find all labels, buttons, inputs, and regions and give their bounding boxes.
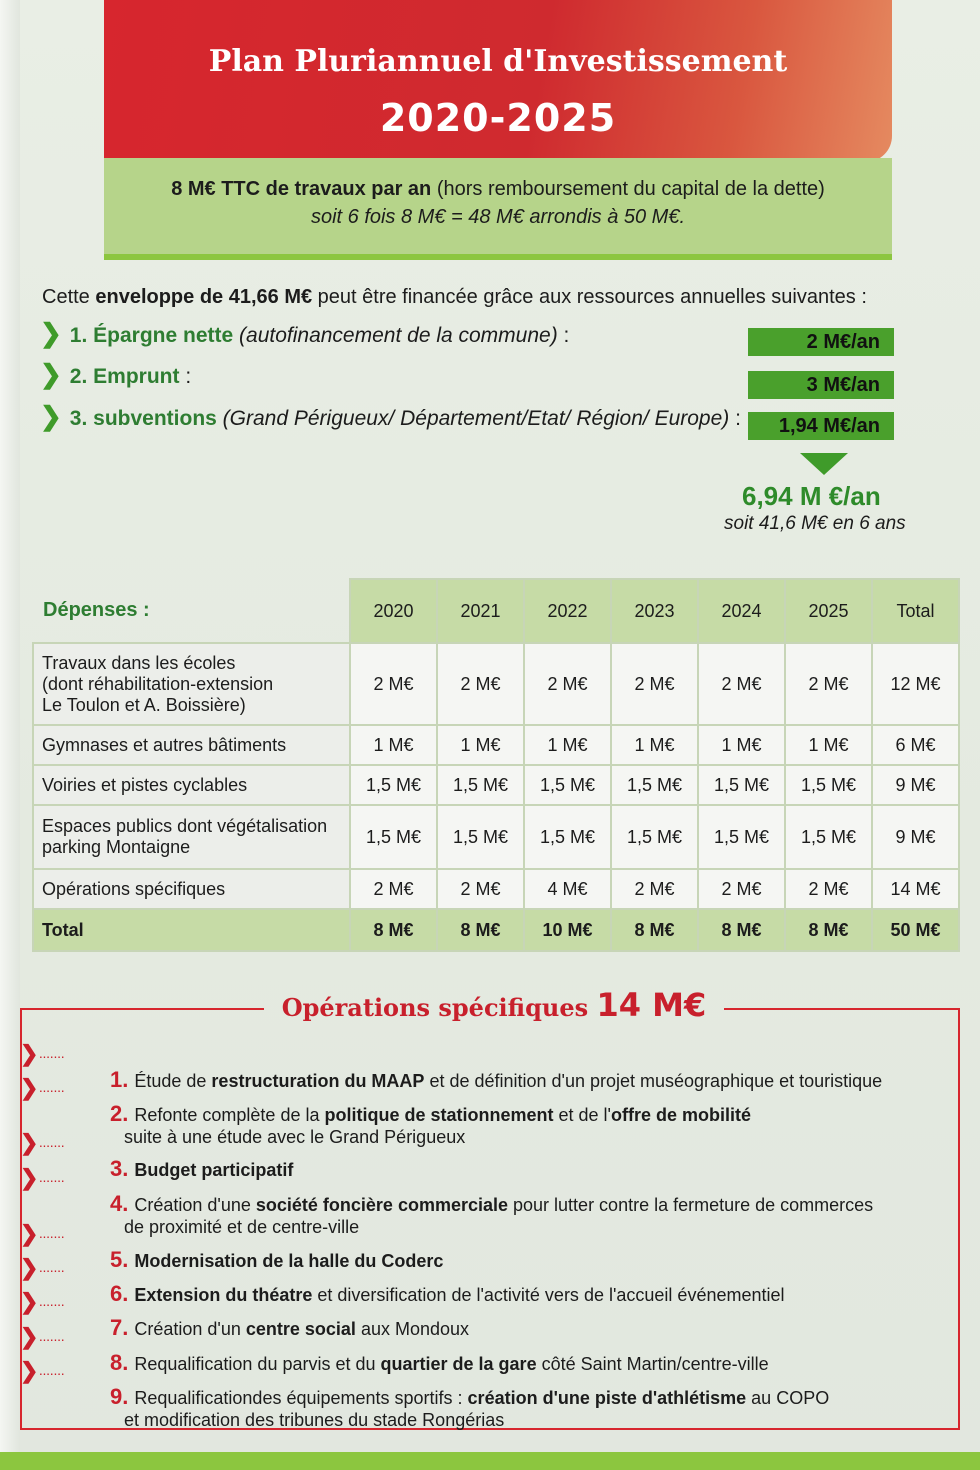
page-title: Plan Pluriannuel d'Investissement [208, 44, 788, 79]
operations-title-text: Opérations spécifiques [281, 993, 589, 1022]
dotted-leader-icon: ······· [38, 1137, 65, 1153]
table-cell: 1,5 M€ [698, 805, 785, 869]
row-label: Opérations spécifiques [33, 869, 350, 909]
table-cell: 1,5 M€ [611, 765, 698, 805]
table-cell: 8 M€ [437, 909, 524, 951]
intro-pre: Cette [42, 286, 96, 308]
intro-post: peut être financée grâce aux ressources annuelles suivantes : [312, 286, 867, 308]
operation-text: et diversification de l'activité vers de l'accueil événementiel [312, 1285, 785, 1305]
table-cell: 1,5 M€ [524, 805, 611, 869]
operation-content [104, 1067, 882, 1093]
column-header: 2024 [698, 579, 785, 643]
operation-content [104, 1384, 829, 1431]
table-cell: 1 M€ [611, 725, 698, 765]
divider [724, 1008, 958, 1010]
table-cell: 50 M€ [872, 909, 959, 951]
operation-content [104, 1315, 469, 1341]
dotted-leader-icon: ······· [38, 1296, 65, 1312]
operation-text: côté Saint Martin/centre-ville [536, 1354, 769, 1374]
table-cell: 9 M€ [872, 765, 959, 805]
expenses-table [32, 578, 960, 952]
table-cell: 9 M€ [872, 805, 959, 869]
resources-total: 6,94 M €/an [742, 481, 881, 511]
chevron-right-icon: ❯ [40, 359, 62, 389]
operation-content [104, 1281, 785, 1307]
operation-text: offre de mobilité [610, 1105, 751, 1125]
divider [20, 1008, 264, 1010]
row-label-line: parking Montaigne [42, 837, 191, 857]
chevron-right-icon: ❯ [40, 401, 62, 431]
operation-text: et de définition d'un projet muséographique et touristique [424, 1071, 883, 1091]
table-cell: 2 M€ [611, 643, 698, 725]
chevron-right-icon: ❯ [40, 318, 62, 348]
dotted-leader-icon: ······· [38, 1082, 65, 1098]
summary-box [104, 158, 892, 260]
operation-number: 9. [110, 1384, 129, 1409]
operation-text: aux Mondoux [355, 1319, 470, 1339]
row-label-line: Espaces publics dont végétalisation [42, 816, 328, 836]
table-cell: 8 M€ [350, 909, 437, 951]
dotted-leader-icon: ······· [38, 1331, 65, 1347]
operation-content [104, 1156, 293, 1182]
column-header: 2021 [437, 579, 524, 643]
operation-text: pour lutter contre la fermeture de commerces [508, 1195, 874, 1215]
operation-number: 6. [110, 1281, 129, 1306]
operation-number: 5. [110, 1247, 129, 1272]
summary-line-1 [104, 178, 892, 201]
operation-number: 1. [110, 1067, 129, 1092]
chevron-right-icon: ❯ [20, 1130, 39, 1155]
table-cell: 2 M€ [437, 869, 524, 909]
table-cell: 1,5 M€ [524, 765, 611, 805]
operation-content [104, 1191, 873, 1238]
table-cell: 1,5 M€ [437, 805, 524, 869]
column-header: 2022 [524, 579, 611, 643]
column-header: Total [872, 579, 959, 643]
table-row [33, 725, 959, 765]
operation-content [104, 1350, 769, 1376]
resource-item [40, 359, 191, 390]
table-cell: 1,5 M€ [698, 765, 785, 805]
operation-text: restructuration du MAAP [211, 1071, 425, 1091]
chevron-right-icon: ❯ [20, 1255, 39, 1280]
dotted-leader-icon: ······· [38, 1262, 65, 1278]
resource-detail: (autofinancement de la commune) [239, 324, 558, 347]
row-label-line: Le Toulon et A. Boissière) [42, 694, 246, 715]
table-cell: 1,5 M€ [350, 805, 437, 869]
operation-text: Requalification du parvis et du [134, 1354, 381, 1374]
operation-text: société foncière commerciale [255, 1195, 509, 1215]
column-header: 2020 [350, 579, 437, 643]
operation-text: Création d'un [134, 1319, 246, 1339]
table-cell: 14 M€ [872, 869, 959, 909]
list-item [20, 1130, 294, 1181]
operation-text: centre social [245, 1319, 356, 1339]
chevron-right-icon: ❯ [20, 1324, 39, 1349]
table-cell: 2 M€ [350, 643, 437, 725]
resource-amount-badge: 1,94 M€/an [748, 412, 894, 440]
row-label: Gymnases et autres bâtiments [33, 725, 350, 765]
table-cell: 1 M€ [785, 725, 872, 765]
table-cell: 1 M€ [698, 725, 785, 765]
table-cell: 2 M€ [524, 643, 611, 725]
row-label-line: (dont réhabilitation-extension [42, 673, 274, 694]
page-subtitle-years: 2020-2025 [379, 96, 617, 140]
table-cell: 1,5 M€ [350, 765, 437, 805]
table-cell: 8 M€ [698, 909, 785, 951]
table-cell: 2 M€ [785, 643, 872, 725]
operation-text: Création d'une [134, 1195, 256, 1215]
table-cell: 1,5 M€ [785, 805, 872, 869]
chevron-right-icon: ❯ [20, 1289, 39, 1314]
summary-line-2: soit 6 fois 8 M€ = 48 M€ arrondis à 50 M€. [310, 206, 686, 228]
column-header: 2023 [611, 579, 698, 643]
table-cell: 10 M€ [524, 909, 611, 951]
table-header-row [33, 579, 959, 643]
row-label [33, 805, 350, 869]
resource-amount-badge: 2 M€/an [748, 328, 894, 356]
dotted-leader-icon: ······· [38, 1048, 65, 1064]
table-cell: 12 M€ [872, 643, 959, 725]
summary-bold: 8 M€ TTC de travaux par an [171, 178, 432, 200]
operation-text: Budget participatif [134, 1160, 294, 1180]
table-cell: 1,5 M€ [785, 765, 872, 805]
dotted-leader-icon: ······· [38, 1172, 65, 1188]
operation-text: au COPO [746, 1388, 830, 1408]
row-label: Voiries et pistes cyclables [33, 765, 350, 805]
resource-item [40, 318, 569, 349]
table-cell: 6 M€ [872, 725, 959, 765]
resource-label: 3. subventions [69, 407, 217, 430]
operation-text: quartier de la gare [380, 1354, 537, 1374]
table-cell: 1 M€ [437, 725, 524, 765]
operation-text: politique de stationnement [324, 1105, 554, 1125]
expenses-heading: Dépenses : [43, 599, 150, 621]
table-cell: 1 M€ [350, 725, 437, 765]
chevron-right-icon: ❯ [20, 1221, 39, 1246]
table-cell: 1,5 M€ [611, 805, 698, 869]
table-cell: 4 M€ [524, 869, 611, 909]
operation-text: Requalificationdes équipements sportifs : [134, 1388, 468, 1408]
operation-number: 8. [110, 1350, 129, 1375]
table-row [33, 765, 959, 805]
table-row [33, 643, 959, 725]
table-cell: 1 M€ [524, 725, 611, 765]
bottom-accent-bar [0, 1452, 980, 1470]
operation-text-line2: et modification des tribunes du stade Rongérias [124, 1410, 505, 1430]
table-row [33, 805, 959, 869]
chevron-right-icon: ❯ [20, 1165, 39, 1190]
list-item [20, 1041, 883, 1092]
operation-text: création d'une piste d'athlétisme [467, 1388, 747, 1408]
operation-content [104, 1101, 751, 1148]
row-label [33, 643, 350, 725]
table-cell: 1,5 M€ [437, 765, 524, 805]
operation-text-line2: suite à une étude avec le Grand Périgueux [124, 1127, 466, 1147]
page-binding-edge [0, 0, 22, 1470]
resources-total-sub: soit 41,6 M€ en 6 ans [724, 513, 906, 534]
resource-suffix: : [729, 407, 741, 430]
table-cell: 2 M€ [698, 869, 785, 909]
operation-text: Extension du théatre [134, 1285, 313, 1305]
operation-number: 3. [110, 1156, 129, 1181]
operation-content [104, 1247, 443, 1273]
operation-text: Modernisation de la halle du Coderc [134, 1251, 444, 1271]
operations-title [264, 986, 724, 1024]
row-label-line: Travaux dans les écoles [42, 652, 236, 673]
intro-text [42, 286, 867, 309]
resource-amount-badge: 3 M€/an [748, 371, 894, 399]
table-row [33, 869, 959, 909]
intro-bold: enveloppe de 41,66 M€ [95, 286, 313, 308]
operation-number: 4. [110, 1191, 129, 1216]
chevron-right-icon: ❯ [20, 1358, 39, 1383]
table-cell: 2 M€ [350, 869, 437, 909]
table-cell: 2 M€ [785, 869, 872, 909]
dotted-leader-icon: ······· [38, 1365, 65, 1381]
table-total-row [33, 909, 959, 951]
resource-suffix: : [179, 365, 192, 388]
operation-number: 7. [110, 1315, 129, 1340]
resource-label: 1. Épargne nette [69, 324, 234, 347]
arrow-down-icon [800, 453, 848, 475]
dotted-leader-icon: ······· [38, 1228, 65, 1244]
row-label: Total [33, 909, 350, 951]
chevron-right-icon: ❯ [20, 1075, 39, 1100]
chevron-right-icon: ❯ [20, 1041, 39, 1066]
resource-label: 2. Emprunt [69, 365, 180, 388]
operation-text: Étude de [134, 1071, 212, 1091]
operation-number: 2. [110, 1101, 129, 1126]
operation-text-line2: de proximité et de centre-ville [124, 1217, 360, 1237]
column-header: 2025 [785, 579, 872, 643]
resource-detail: (Grand Périgueux/ Département/Etat/ Région/ Europe) [222, 407, 730, 430]
title-banner [104, 0, 892, 162]
resource-suffix: : [557, 324, 570, 347]
table-cell: 8 M€ [785, 909, 872, 951]
table-cell: 8 M€ [611, 909, 698, 951]
table-cell: 2 M€ [437, 643, 524, 725]
table-cell: 2 M€ [698, 643, 785, 725]
operations-amount: 14 M€ [596, 986, 707, 1024]
resource-item [40, 401, 741, 432]
operation-text: Refonte complète de la [134, 1105, 325, 1125]
operation-text: et de l' [553, 1105, 611, 1125]
summary-normal: (hors remboursement du capital de la dette) [431, 178, 825, 200]
table-cell: 2 M€ [611, 869, 698, 909]
